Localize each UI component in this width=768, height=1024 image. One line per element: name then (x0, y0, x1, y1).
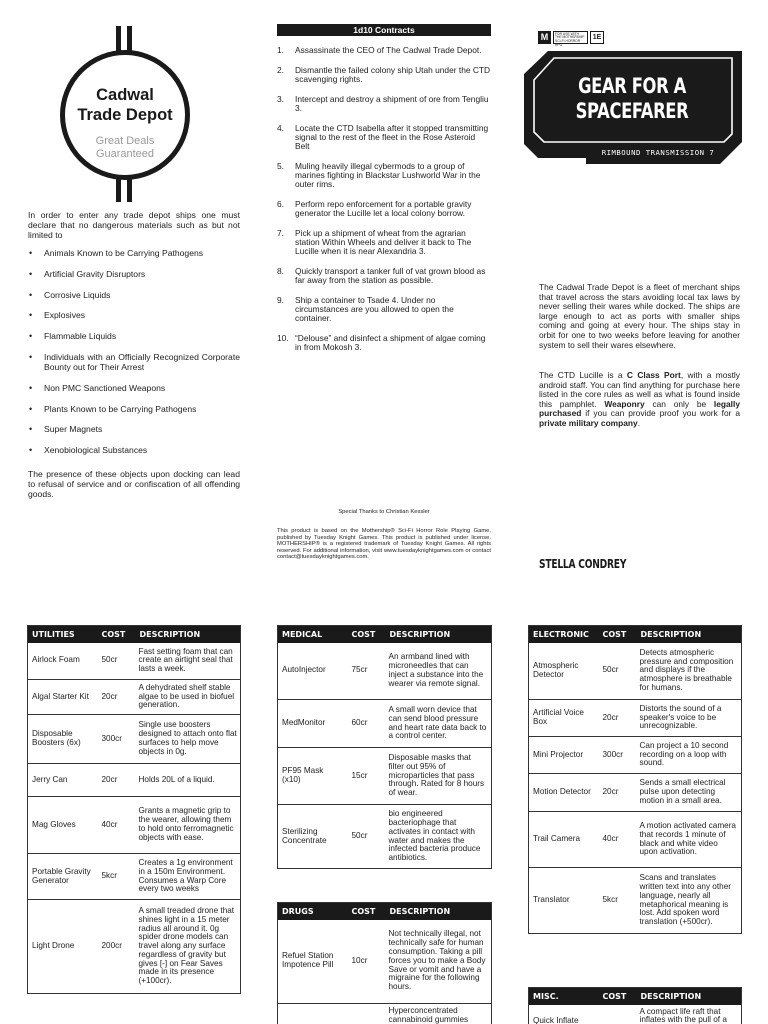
item-cost: 15cr (348, 748, 386, 805)
item-description: Grants a magnetic grip to the wearer, allowing them to hold onto ferromagnetic objects with ease. (136, 797, 241, 854)
item-description: Fast setting foam that can create an airtight seal that lasts a week. (136, 643, 241, 680)
col-header: DESCRIPTION (386, 903, 492, 920)
col-header: COST (599, 988, 637, 1005)
table-row (529, 812, 742, 868)
contract-number: 8. (277, 266, 284, 276)
contract-number: 6. (277, 199, 284, 209)
item-name: Mini Projector (529, 737, 599, 774)
mothership-badge (538, 30, 604, 45)
item-name: Light Drone (28, 900, 98, 994)
contract-item (277, 66, 491, 84)
table-row (529, 1005, 742, 1024)
prohibited-item: • Xenobiological Substances (28, 445, 240, 455)
item-cost: 40cr (98, 797, 136, 854)
contract-item (277, 124, 491, 151)
contract-number: 5. (277, 161, 284, 171)
col-header: DRUGS (278, 903, 348, 920)
misc-table (528, 987, 742, 1024)
contract-text: Perform repo enforcement for a portable gravity generator the Lucille let a local colony borrow. (295, 199, 472, 218)
contract-number: 10. (277, 333, 289, 343)
author-name: STELLA CONDREY (539, 557, 627, 571)
prohibited-item: • Artificial Gravity Disruptors (28, 269, 240, 279)
logo-tagline-2: Guaranteed (95, 148, 155, 160)
item-description: Scans and translates written text into any other language, nearly all metaphorical meaning is lost. Add spoken word translation (+500cr). (637, 868, 742, 934)
contracts-list (277, 46, 491, 352)
table-row (28, 715, 241, 764)
item-description: Detects atmospheric pressure and composition and displays if the atmosphere is breathable for humans. (637, 643, 742, 700)
legal-notice: This product is based on the Mothership® Sci-Fi Horror Role Playing Game, published by Tuesday Knight Games. This product is published under license. MOTHERSHIP® is a registered trademark of Tuesday Knight Games. All rights reserved. For additional information, visit www.tuesdayknightgames.com or contact contact@tuesdayknightgames.com. (277, 528, 491, 561)
table-row (28, 643, 241, 680)
contract-number: 7. (277, 228, 284, 238)
table-row (28, 900, 241, 994)
desc-text: can only be (644, 398, 714, 409)
desc-bold: C Class Port (626, 370, 681, 380)
contract-number: 2. (277, 65, 284, 75)
table-row (278, 1004, 492, 1024)
prohibited-item: • Super Magnets (28, 424, 240, 434)
prohibited-note: The presence of these objects upon docking can lead to refusal of service and or confiscation of all offending goods. (28, 469, 240, 499)
item-cost: 50cr (348, 805, 386, 869)
col-header: DESCRIPTION (637, 988, 742, 1005)
contract-number: 3. (277, 94, 284, 104)
contract-text: Muling heavily illegal cybermods to a group of marines fighting in Blackstar Lushworld War in the outer rims. (295, 161, 481, 189)
desc-bold: legally purchased (539, 398, 740, 419)
item-cost: 75cr (348, 643, 386, 700)
desc-text: The CTD Lucille is a (539, 370, 627, 380)
item-name: Motion Detector (529, 774, 599, 812)
table-row (529, 700, 742, 737)
item-description: Not technically illegal, not technically safe for human consumption. Taking a pill forces you to make a Body Save or vomit and have a migraine for the following hours. (386, 920, 492, 1004)
logo-bar (127, 26, 132, 52)
item-name: Quick Inflate (529, 1005, 599, 1024)
contract-text: Quickly transport a tanker full of vat grown blood as far away from the station as possible. (295, 266, 486, 285)
electronic-table (528, 625, 742, 934)
contract-text: Ship a container to Tsade 4. Under no circumstances are you allowed to open the container. (295, 295, 454, 323)
contract-number: 1. (277, 45, 284, 55)
contract-item (277, 296, 491, 323)
logo-bar (116, 26, 121, 52)
item-description: Hyperconcentrated cannabinoid gummies (386, 1004, 492, 1024)
item-cost: 300cr (98, 715, 136, 764)
desc-text: , with a mostly android staff. You can find anything for purchase here listed in the core rules as well as what is found inside this pamphlet. (539, 370, 740, 409)
table-header-row (278, 626, 492, 643)
table-row (278, 700, 492, 748)
item-cost: 300cr (599, 737, 637, 774)
contract-text: “Delouse” and disinfect a shipment of algae coming in from Mokosh 3. (295, 333, 486, 352)
item-description: A small treaded drone that shines light in a 15 meter radius all around it. 0g spider drone models can travel along any surface regardless of gravity but gives [-] on Fear Saves made in its presence (+100cr). (136, 900, 241, 994)
contract-text: Dismantle the failed colony ship Utah under the CTD scavenging rights. (295, 65, 491, 84)
contract-item (277, 334, 491, 352)
table-row (28, 854, 241, 900)
table-row (529, 868, 742, 934)
item-cost: 10cr (348, 920, 386, 1004)
item-name: Airlock Foam (28, 643, 98, 680)
item-description: Holds 20L of a liquid. (136, 764, 241, 797)
table-header-row (28, 626, 241, 643)
col-header: COST (98, 626, 136, 643)
logo-tagline-1: Great Deals (95, 135, 155, 147)
col-header: UTILITIES (28, 626, 98, 643)
item-name: Trail Camera (529, 812, 599, 868)
item-cost: 50cr (98, 643, 136, 680)
item-name: Translator (529, 868, 599, 934)
item-description: Distorts the sound of a speaker's voice to be unrecognizable. (637, 700, 742, 737)
desc-bold: Weaponry (604, 398, 645, 409)
col-header: ELECTRONIC (529, 626, 599, 643)
prohibited-item: • Non PMC Sanctioned Weapons (28, 383, 240, 393)
item-description: A motion activated camera that records 1 minute of black and white video upon activation. (637, 812, 742, 868)
item-description: A small worn device that can send blood pressure and heart rate data back to a control center. (386, 700, 492, 748)
item-cost (348, 1004, 386, 1024)
item-name: MedMonitor (278, 700, 348, 748)
col-header: COST (599, 626, 637, 643)
utilities-table (27, 625, 241, 994)
col-header: DESCRIPTION (386, 626, 492, 643)
item-name: AutoInjector (278, 643, 348, 700)
item-cost: 50cr (599, 643, 637, 700)
intro-paragraph: In order to enter any trade depot ships one must declare that no dangerous materials such as but not limited to (28, 210, 240, 240)
lucille-description (539, 371, 740, 429)
desc-text: . (637, 417, 641, 428)
logo-bar (116, 176, 121, 202)
item-cost: 20cr (599, 774, 637, 812)
table-row (28, 797, 241, 854)
table-header-row (529, 626, 742, 643)
logo-circle (60, 50, 190, 180)
contract-text: Pick up a shipment of wheat from the agrarian station Within Wheels and deliver it back to The Lucille when it is near Alexandria 3. (295, 228, 472, 256)
item-description: Sends a small electrical pulse upon detecting motion in a small area. (637, 774, 742, 812)
contract-text: Assassinate the CEO of The Cadwal Trade Depot. (295, 45, 482, 55)
item-name: Refuel Station Impotence Pill (278, 920, 348, 1004)
item-description: Creates a 1g environment in a 150m Environment. Consumes a Warp Core every two weeks (136, 854, 241, 900)
contract-item (277, 95, 491, 113)
item-cost: 200cr (98, 900, 136, 994)
item-description: bio engineered bacteriophage that activates in contact with water and makes the infected bacteria produce antibiotics. (386, 805, 492, 869)
prohibited-item: • Plants Known to be Carrying Pathogens (28, 404, 240, 414)
title-line1: GEAR FOR A (578, 74, 686, 98)
item-cost: 5kcr (599, 868, 637, 934)
contract-item (277, 200, 491, 218)
prohibited-list (28, 248, 240, 466)
special-thanks: Special Thanks to Christian Kessler (338, 509, 430, 515)
col-header: MEDICAL (278, 626, 348, 643)
item-name: PF95 Mask (x10) (278, 748, 348, 805)
depot-description: The Cadwal Trade Depot is a fleet of merchant ships that travel across the stars avoiding local tax laws by never selling their wares while docked. The ships are large enough to act as ports with smaller ships coming and going at every hour. The ships stay in orbit for one to two weeks before leaving for another system to sell their wares elsewhere. (539, 282, 740, 350)
col-header: COST (348, 626, 386, 643)
table-row (278, 920, 492, 1004)
prohibited-item: • Animals Known to be Carrying Pathogens (28, 248, 240, 258)
col-header: COST (348, 903, 386, 920)
logo-title-line2: Trade Depot (77, 106, 173, 124)
item-name: Sterilizing Concentrate (278, 805, 348, 869)
contract-item (277, 46, 491, 55)
logo-bar (127, 176, 132, 202)
prohibited-item: • Flammable Liquids (28, 331, 240, 341)
title-text (570, 74, 695, 124)
prohibited-item: • Corrosive Liquids (28, 290, 240, 300)
desc-text: if you can provide proof you work for a (581, 408, 740, 419)
item-description: A compact life raft that inflates with the pull of a (637, 1005, 742, 1024)
item-cost: 40cr (599, 812, 637, 868)
subtitle: RIMBOUND TRANSMISSION 7 (601, 148, 715, 157)
contract-item (277, 267, 491, 285)
table-row (529, 737, 742, 774)
table-row (28, 680, 241, 715)
badge-edition: 1E (590, 31, 604, 44)
table-header-row (529, 988, 742, 1005)
item-name: Portable Gravity Generator (28, 854, 98, 900)
contracts-heading: 1d10 Contracts (277, 24, 491, 36)
table-row (278, 748, 492, 805)
item-cost: 20cr (98, 680, 136, 715)
table-row (28, 764, 241, 797)
table-row (278, 805, 492, 869)
item-cost: 20cr (98, 764, 136, 797)
item-description: Disposable masks that filter out 95% of microparticles that pass through. Rated for 8 hours of wear. (386, 748, 492, 805)
cadwal-logo (60, 26, 195, 204)
item-name: Jerry Can (28, 764, 98, 797)
item-name: Algal Starter Kit (28, 680, 98, 715)
item-name: Disposable Boosters (6x) (28, 715, 98, 764)
item-description: Can project a 10 second recording on a loop with sound. (637, 737, 742, 774)
prohibited-item: • Individuals with an Officially Recognized Corporate Bounty out for Their Arrest (28, 352, 240, 372)
table-row (529, 643, 742, 700)
item-cost: 60cr (348, 700, 386, 748)
item-description: A dehydrated shelf stable algae to be used in biofuel generation. (136, 680, 241, 715)
item-name: Mag Gloves (28, 797, 98, 854)
item-name: Atmospheric Detector (529, 643, 599, 700)
contract-item (277, 229, 491, 256)
contract-item (277, 162, 491, 189)
item-description: Single use boosters designed to attach onto flat surfaces to help move objects in 0g. (136, 715, 241, 764)
item-cost: 5kcr (98, 854, 136, 900)
logo-title-line1: Cadwal (96, 86, 154, 104)
contract-number: 4. (277, 123, 284, 133)
drugs-table (277, 902, 492, 1024)
prohibited-item: • Explosives (28, 310, 240, 320)
item-name: Artificial Voice Box (529, 700, 599, 737)
medical-table (277, 625, 492, 869)
item-description: An armband lined with microneedles that can inject a substance into the wearer via remote signal. (386, 643, 492, 700)
table-row (278, 643, 492, 700)
item-name (278, 1004, 348, 1024)
contract-number: 9. (277, 295, 284, 305)
col-header: DESCRIPTION (136, 626, 241, 643)
desc-bold: private military company (539, 417, 638, 428)
contract-text: Locate the CTD Isabella after it stopped transmitting signal to the rest of the fleet in the Rose Asteroid Belt (295, 123, 489, 151)
table-row (529, 774, 742, 812)
badge-text: FOR USE WITH THE MOTHERSHIP SCI-FI HORROR RPG (553, 31, 588, 44)
item-cost (599, 1005, 637, 1024)
contract-text: Intercept and destroy a shipment of ore from Tengliu 3. (295, 94, 489, 113)
title-line2: SPACEFARER (575, 99, 689, 123)
item-cost: 20cr (599, 700, 637, 737)
col-header: MISC. (529, 988, 599, 1005)
badge-m-logo: M (538, 31, 551, 44)
col-header: DESCRIPTION (637, 626, 742, 643)
table-header-row (278, 903, 492, 920)
